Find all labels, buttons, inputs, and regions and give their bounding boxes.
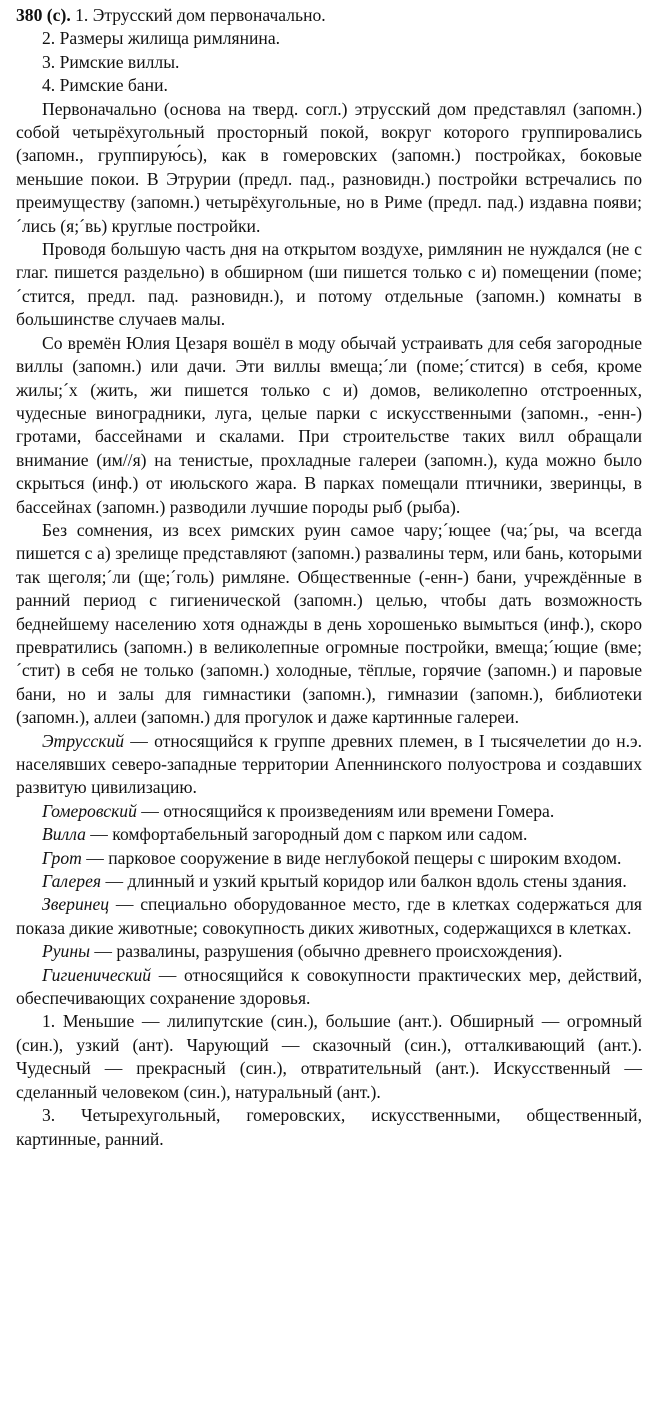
- definition-3: [16, 823, 642, 846]
- definition-text: — специально оборудованное место, где в клетках содержаться для показа дикие животные; совокупность диких животных, содержащихся в клетках.: [16, 894, 642, 938]
- definition-term: Гигиенический: [42, 964, 152, 985]
- paragraph-2: Проводя большую часть дня на открытом воздухе, римлянин не нуждался (не с глаг. пишется раздельно) в обширном (ши пишется только с и) помещении (поме;´стится, предл. пад. разновидн.), и потому отдельные (запомн.) комнаты в большинстве случаев малы.: [16, 239, 642, 330]
- answer-1: 1. Меньшие — лилипутские (син.), большие (ант.). Обширный — огромный (син.), узкий (ант). Чарующий — сказочный (син.), отталкивающий (ант.). Чудесный — прекрасный (син.), отвратительный (ант.). Искусственный — сделанный человеком (син.), натуральный (ант.).: [16, 1011, 642, 1102]
- paragraph-3: Со времён Юлия Цезаря вошёл в моду обычай устраивать для себя загородные виллы (запомн.) или дачи. Эти виллы вмеща;´ли (поме;´стится) в себя, кроме жилы;´х (жить, жи пишется только с и) домов, великолепно отстроенных, чудесные виноградники, луга, целые парки с искусственными (запомн., -енн-) гротами, бассейнами и скалами. При строительстве таких вилл обращали внимание (им//я) на тенистые, прохладные галереи (запомн.), куда можно было скрыться (инф.) от июльского жара. В парках помещали птичники, зверинцы, в бассейнах (запомн.) разводили лучшие породы рыб (рыба).: [16, 332, 642, 517]
- answer-3: 3. Четырехугольный, гомеровских, искусственными, общественный, картинные, ранний.: [16, 1105, 642, 1149]
- definition-term: Руины: [42, 941, 90, 962]
- plan-item-3: 3. Римские виллы.: [42, 51, 180, 72]
- definition-text: — относящийся к совокупности практических мер, действий, обеспечивающих сохранение здоровья.: [16, 964, 642, 1009]
- definition-text: — развалины, разрушения (обычно древнего происхождения).: [90, 941, 563, 962]
- definition-term: Этрусский: [42, 730, 125, 751]
- definition-text: — длинный и узкий крытый коридор или балкон вдоль стены здания.: [101, 871, 627, 892]
- plan-item-4: 4. Римские бани.: [42, 75, 168, 96]
- definition-text: — парковое сооружение в виде неглубокой пещеры с широким входом.: [81, 847, 622, 868]
- definition-2: [16, 800, 642, 823]
- definition-6: [16, 893, 642, 940]
- paragraph-4: Без сомнения, из всех римских руин самое чару;´ющее (ча;´ры, ча всегда пишется с а) зрелище представляют (запомн.) развалины терм, или бань, которыми так щеголя;´ли (ще;´голь) римляне. Общественные (-енн-) бани, учреждённые в ранний период с гигиенической (запомн.) целью, чтобы дать возможность беднейшему населению хотя однажды в день хорошенько вымыться (инф.), скоро превратились (запомн.) в великолепные огромные постройки, вмеща;´ющие (вме;´стит) в себя не только (запомн.) холодные, тёплые, горячие (запомн.) и паровые бани, но и залы для гимнастики (запомн.), гимназии (запомн.), библиотеки (запомн.), аллеи (запомн.) для прогулок и даже картинные галереи.: [16, 519, 642, 728]
- exercise-number: 380 (с).: [16, 5, 71, 25]
- definition-term: Зверинец: [42, 894, 110, 915]
- definition-4: [16, 847, 642, 870]
- definition-term: Вилла: [42, 824, 86, 845]
- definition-1: [16, 730, 642, 800]
- paragraph-1: Первоначально (основа на тверд. согл.) этрусский дом представлял (запомн.) собой четырёхугольный просторный покой, вокруг которого группировались (запомн., группирую́сь), как в гомеровских (запомн.) постройках, боковые меньшие покои. В Этрурии (предл. пад., разновидн.) постройки встречались по преимуществу (запомн.) четырёхугольные, но в Риме (предл. пад.) издавна появи;´лись (я;´вь) круглые постройки.: [16, 98, 642, 236]
- definition-8: [16, 964, 642, 1011]
- definition-text: — комфортабельный загородный дом с парком или садом.: [85, 824, 528, 845]
- definition-7: [16, 940, 642, 963]
- definition-term: Грот: [42, 847, 82, 868]
- plan-line-1: [16, 4, 642, 27]
- definition-term: Галерея: [42, 871, 102, 892]
- definition-text: — относящийся к группе древних племен, в I тысячелетии до н.э. населявших северо-западные территории Апеннинского полуострова и создавших развитую цивилизацию.: [16, 730, 642, 798]
- definition-term: Гомеровский: [42, 800, 137, 821]
- definition-5: [16, 870, 642, 893]
- definition-text: — относящийся к произведениям или времени Гомера.: [136, 800, 555, 821]
- plan-item-2: 2. Размеры жилища римлянина.: [42, 28, 281, 49]
- plan-item-1: 1. Этрусский дом первоначально.: [75, 5, 326, 25]
